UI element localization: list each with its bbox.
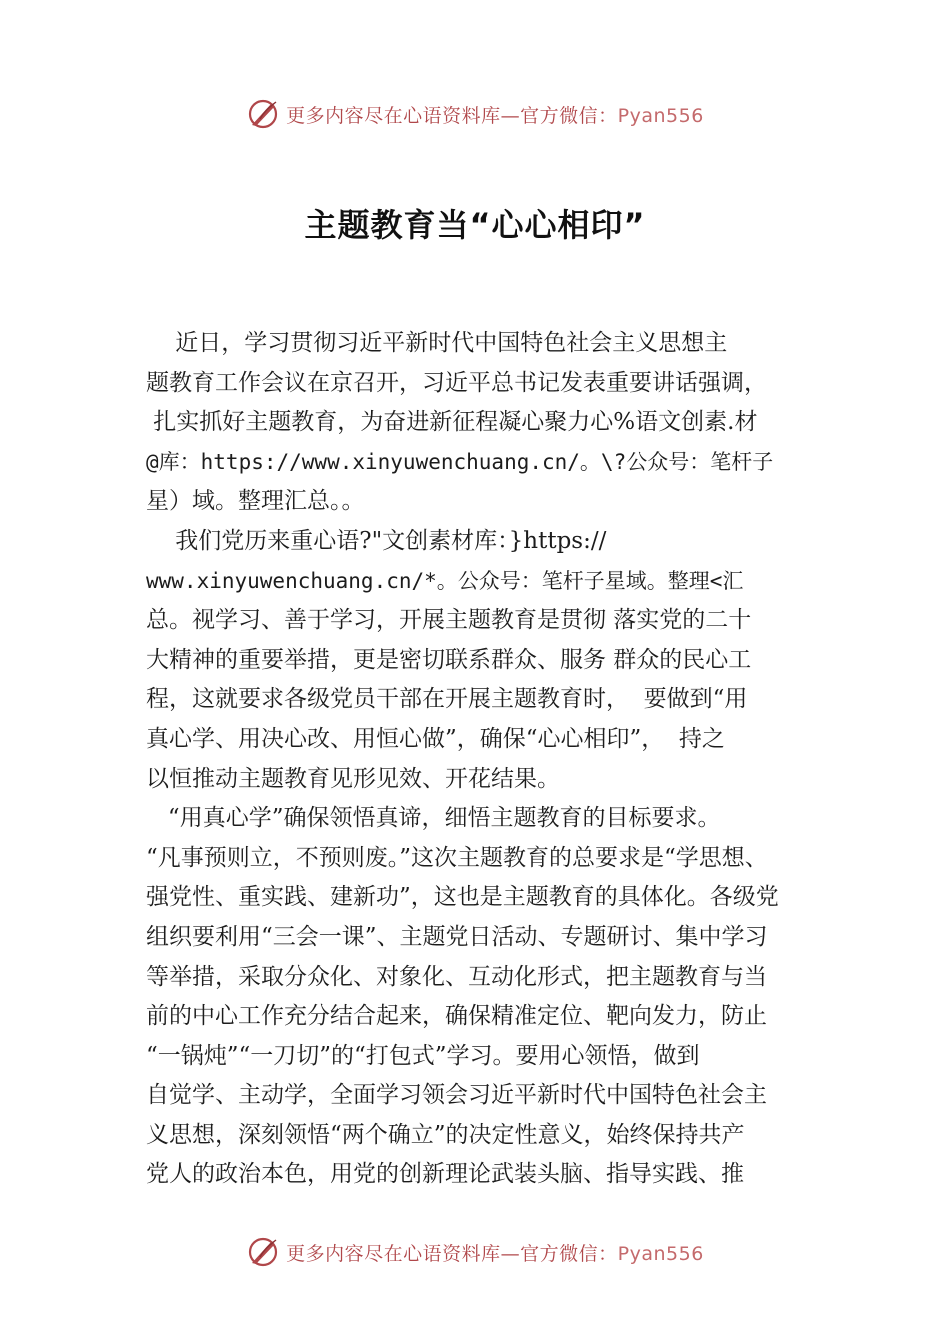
body-line: @库：https://www.xinyuwenchuang.cn/。\?公众号：笔杆子 bbox=[146, 449, 774, 474]
body-line: www.xinyuwenchuang.cn/*。公众号：笔杆子星域。整理<汇 bbox=[146, 568, 744, 593]
body-line: 等举措，采取分众化、对象化、互动化形式，把主题教育与当 bbox=[146, 963, 767, 990]
banner-text: 更多内容尽在心语资料库—官方微信：Pyan556 bbox=[286, 1242, 704, 1265]
body-line: 程，这就要求各级党员干部在开展主题教育时， 要做到“用 bbox=[146, 686, 748, 713]
wechat-id: Pyan556 bbox=[617, 1242, 704, 1265]
footer-banner bbox=[0, 1230, 950, 1274]
body-line: 总。视学习、善于学习，开展主题教育是贯彻 落实党的二十 bbox=[146, 607, 752, 634]
body-line: 题教育工作会议在京召开，习近平总书记发表重要讲话强调， bbox=[146, 369, 767, 396]
document-title: 主题教育当“心心相印” bbox=[304, 206, 646, 244]
body-line: 强党性、重实践、建新功”，这也是主题教育的具体化。各级党 bbox=[146, 884, 779, 911]
body-line: 扎实抓好主题教育，为奋进新征程凝心聚力心%语文创素.材 bbox=[146, 409, 758, 436]
wechat-id: Pyan556 bbox=[617, 104, 704, 127]
quill-pen-seal-icon bbox=[246, 1235, 280, 1269]
body-line: 义思想，深刻领悟“两个确立”的决定性意义，始终保持共产 bbox=[146, 1121, 745, 1148]
body-line: 星）域。整理汇总。。 bbox=[146, 488, 365, 515]
body-line: 自觉学、主动学，全面学习领会习近平新时代中国特色社会主 bbox=[146, 1082, 767, 1109]
body-line: 近日，学习贯彻习近平新时代中国特色社会主义思想主 bbox=[146, 330, 728, 356]
body-line: 以恒推动主题教育见形见效、开花结果。 bbox=[146, 765, 560, 792]
body-line: “用真心学”确保领悟真谛，细悟主题教育的目标要求。 bbox=[146, 805, 721, 832]
header-banner bbox=[0, 92, 950, 136]
body-line: “凡事预则立，不预则废。”这次主题教育的总要求是“学思想、 bbox=[146, 844, 768, 871]
banner-text: 更多内容尽在心语资料库—官方微信：Pyan556 bbox=[286, 104, 704, 127]
body-line: “一锅炖”“一刀切”的“打包式”学习。要用心领悟，做到 bbox=[146, 1042, 700, 1069]
body-line: 我们党历来重心语?"文创素材库：}https:// bbox=[146, 527, 607, 554]
body-line: 前的中心工作充分结合起来，确保精准定位、靶向发力，防止 bbox=[146, 1003, 767, 1030]
body-line: 真心学、用决心改、用恒心做”，确保“心心相印”， 持之 bbox=[146, 725, 725, 752]
document-body bbox=[146, 324, 836, 1195]
quill-pen-seal-icon bbox=[246, 97, 280, 131]
body-line: 大精神的重要举措，更是密切联系群众、服务 群众的民心工 bbox=[146, 646, 752, 673]
body-line: 党人的政治本色，用党的创新理论武装头脑、指导实践、推 bbox=[146, 1161, 744, 1188]
body-line: 组织要利用“三会一课”、主题党日活动、专题研讨、集中学习 bbox=[146, 923, 768, 950]
